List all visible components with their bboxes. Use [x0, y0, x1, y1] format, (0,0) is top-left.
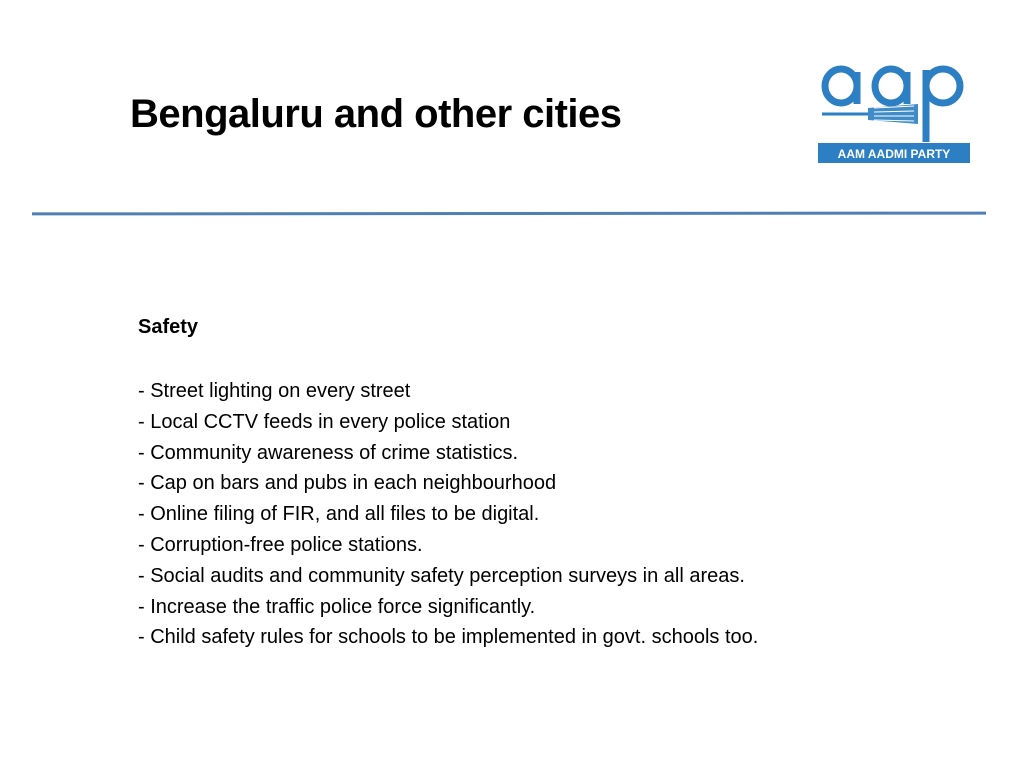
list-item: - Child safety rules for schools to be implemented in govt. schools too.: [138, 626, 759, 649]
logo-tagline: AAM AADMI PARTY: [837, 147, 951, 161]
bullet-list: [138, 376, 898, 653]
list-item: - Local CCTV feeds in every police station: [138, 410, 511, 433]
list-item: - Social audits and community safety perception surveys in all areas.: [138, 564, 745, 587]
list-item: - Online filing of FIR, and all files to be digital.: [138, 503, 540, 526]
list-item: - Corruption-free police stations.: [138, 533, 423, 556]
page-title: Bengaluru and other cities: [130, 92, 622, 136]
aap-logo-graphic: [814, 56, 976, 172]
section-heading: Safety: [138, 316, 199, 338]
list-item: - Increase the traffic police force significantly.: [138, 595, 536, 618]
aap-logo: [814, 56, 976, 172]
title-divider: [32, 212, 986, 216]
content-block: [138, 312, 898, 653]
list-item: - Cap on bars and pubs in each neighbourhood: [138, 472, 557, 495]
list-item: - Street lighting on every street: [138, 380, 411, 402]
list-item: - Community awareness of crime statistics.: [138, 441, 519, 464]
